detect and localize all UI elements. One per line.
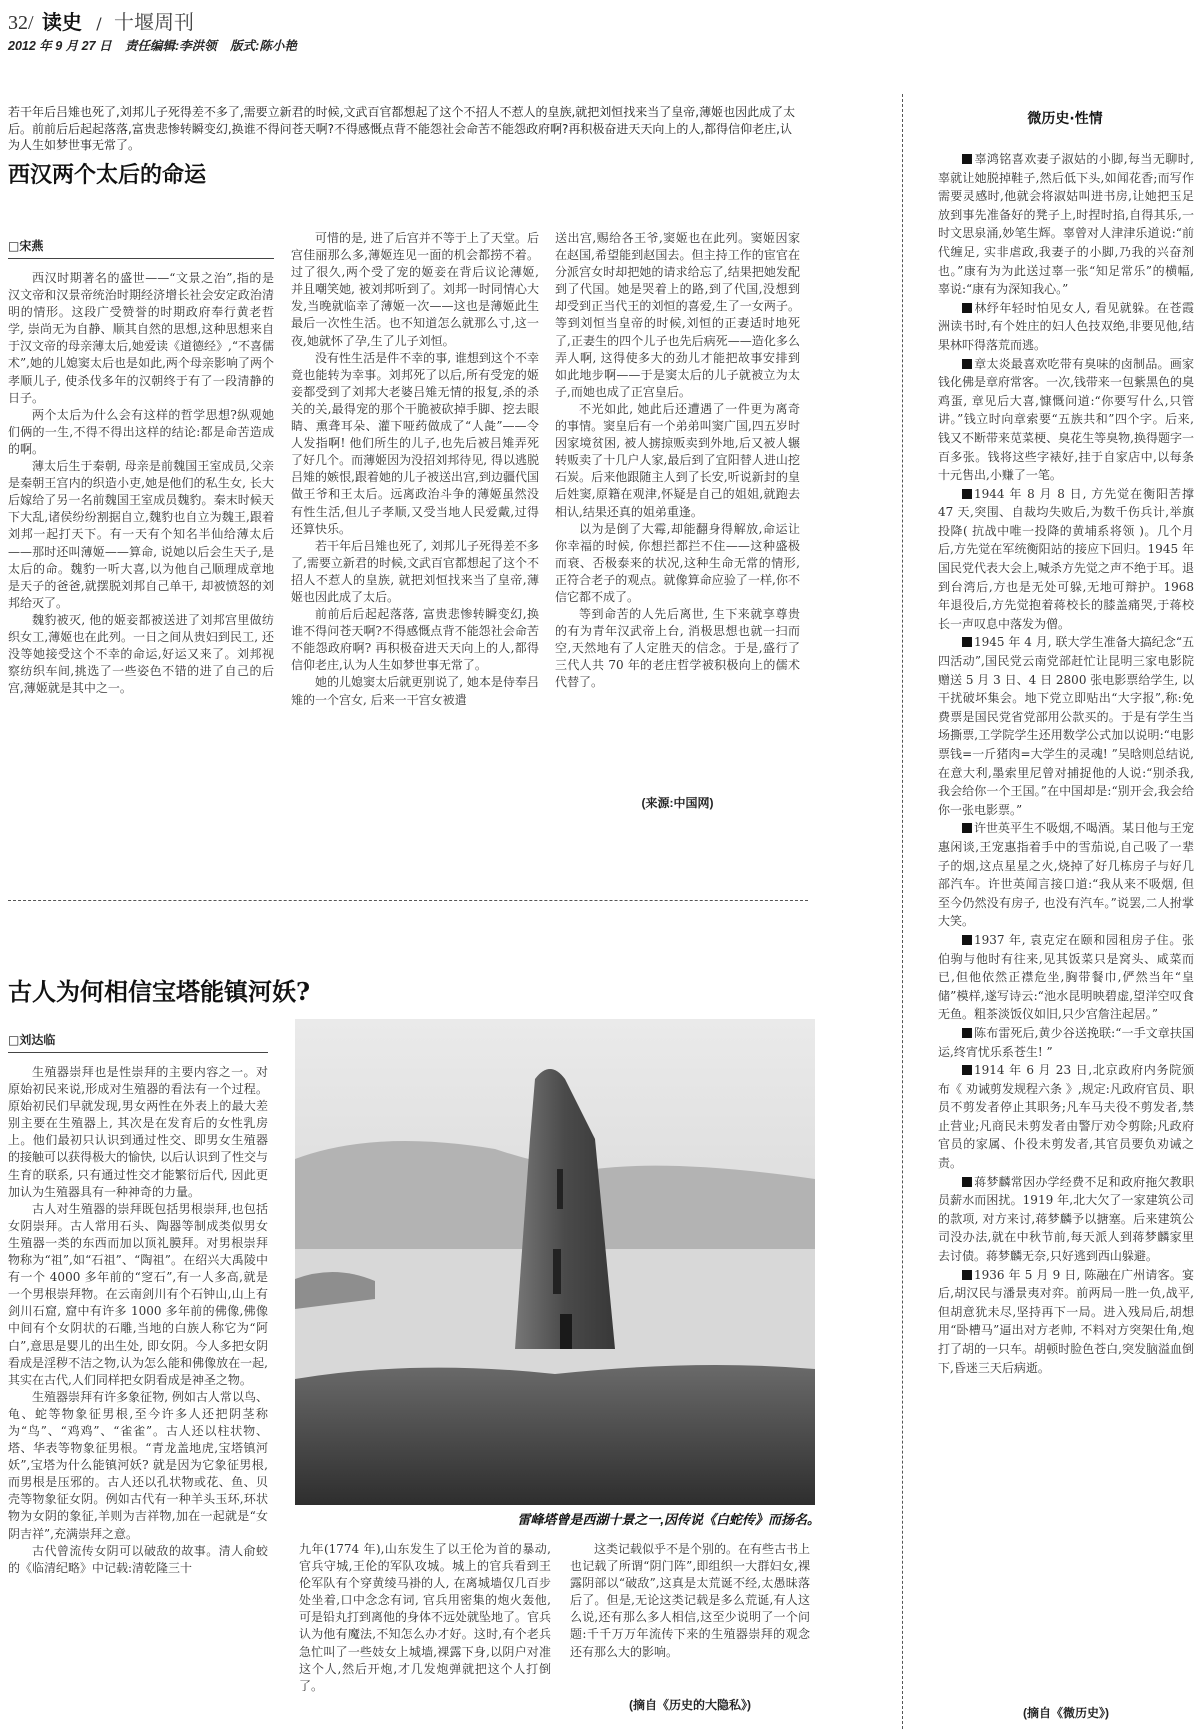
anecdote-item: 1945 年 4 月, 联大学生准备大搞纪念“五四活动”,国民党云南党部赶忙让昆明三家电影院赠送 5 月 3 日、4 日 2800 张电影票给学生, 以干扰破坏集会。地下党立即贴出“大字报”,称:免费票是国民党省党部用公款买的。于是有学生当场撕票,工学院学生还用数学公式加以说明:“电影票钱=一斤猪肉=大学生的灵魂! ”吴晗则总结说,在意大利,墨索里尼曾对捕捉他的人说:“别杀我,我会给你一个王国。”在中国却是:“别开会,我会给你一张电影票。” bbox=[938, 635, 1194, 817]
paragraph: 西汉时期著名的盛世——“文景之治”,指的是汉文帝和汉景帝统治时期经济增长社会安定政治清明的情形。这段广受赞誉的时期政府奉行黄老哲学, 崇尚无为自静、顺其自然的思想,这种思想来自于汉文帝的母亲薄太后,她爱读《道德经》,“不喜儒术”,她的儿媳窦太后也是如此,两个母亲影响了两个孝顺儿子, 使杀伐多年的汉朝终于有了一段清静的日子。 bbox=[8, 271, 274, 405]
paragraph: 她的儿媳窦太后就更别说了, 她本是侍奉吕雉的一个宫女, 后来一干宫女被遣 bbox=[291, 675, 539, 707]
article1-column-2 bbox=[291, 230, 539, 709]
article1-byline: □宋燕 bbox=[8, 237, 274, 259]
square-bullet-icon bbox=[962, 1028, 972, 1038]
anecdote-item: 蒋梦麟常因办学经费不足和政府拖欠教职员薪水而困扰。1919 年,北大欠了一家建筑公司的款项, 对方来讨,蒋梦麟予以搪塞。后来建筑公司没办法,就在中秋节前,每天派人到蒋梦麟家里去讨债。蒋梦麟无奈,只好逃到西山躲避。 bbox=[938, 1174, 1194, 1264]
paragraph: 可惜的是, 进了后宫并不等于上了天堂。后宫佳丽那么多,薄姬连见一面的机会都捞不着。过了很久,两个受了宠的姬妾在背后议论薄姬, 并且嘲笑她, 被刘邦听到了。刘邦一时同情心大发,当晚就临幸了薄姬一次——这也是薄姬此生最后一次性生活。也不知道怎么就那么寸,这一夜,她就怀了孕,生了儿子刘恒。 bbox=[291, 231, 539, 348]
sidebar-anecdotes bbox=[938, 150, 1194, 1377]
anecdote-item: 1914 年 6 月 23 日,北京政府内务院颁布《 劝诫剪发规程六条 》,规定:凡政府官员、职员不剪发者停止其职务;凡车马夫役不剪发者,禁止营业;凡商民未剪发者由警厅劝令剪除;凡政府官员的家属、仆役未剪发者,其官员要负劝诫之责。 bbox=[938, 1063, 1194, 1171]
paragraph: 没有性生活是件不幸的事, 谁想到这个不幸竟也能转为幸事。刘邦死了以后,所有受宠的姬妾都受到了刘邦大老婆吕雉无情的报复,杀的杀关的关,最得宠的那个干脆被砍掉手脚、挖去眼睛、熏聋耳朵、灌下哑药做成了“人彘”——令人发指啊! 他们所生的儿子,也先后被吕雉弄死了好几个。而薄姬因为没招刘邦待见, 得以逃脱吕雉的嫉恨,跟着她的儿子被送出宫,到边疆代国做王爷和王太后。远离政治斗争的薄姬虽然没有性生活,但儿子孝顺,又受当地人民爱戴,过得还算快乐。 bbox=[291, 350, 539, 536]
square-bullet-icon bbox=[962, 1270, 972, 1280]
square-bullet-icon bbox=[962, 1177, 972, 1187]
article2-title: 古人为何相信宝塔能镇河妖? bbox=[8, 977, 311, 1006]
square-bullet-icon bbox=[962, 303, 972, 313]
masthead bbox=[8, 6, 194, 35]
page-number: 32/ bbox=[8, 12, 34, 34]
article1-lead: 若干年后吕雉也死了,刘邦儿子死得差不多了,需要立新君的时候,文武百官都想起了这个不招人不惹人的皇族,就把刘恒找来当了皇帝,薄姬也因此成了太后。前前后后起起落落,富贵悲惨转瞬变幻,换谁不得问苍天啊?不得感慨点背不能怨社会命苦不能怨政府啊?再积极奋进天天向上的人,都得信仰老庄,认为人生如梦世事无常了。 bbox=[8, 105, 796, 152]
anecdote-item: 1937 年, 袁克定在颐和园租房子住。张伯驹与他时有往来,见其饭菜只是窝头、咸菜而已,但他依然正襟危坐,胸带餐巾,俨然当年“皇储”模样,遂写诗云:“池水昆明映碧虚,望洋空叹食无鱼。粗茶淡饭仪如旧,只少宫詹注起居。” bbox=[938, 932, 1194, 1022]
masthead-separator: / bbox=[96, 14, 102, 33]
pagoda-window bbox=[557, 1169, 563, 1209]
sidebar-source: (摘自《微历史》) bbox=[1023, 1706, 1109, 1720]
square-bullet-icon bbox=[962, 154, 972, 164]
square-bullet-icon bbox=[962, 637, 972, 647]
paragraph: 等到命苦的人先后离世, 生下来就享尊贵的有为青年汉武帝上台, 消极思想也就一扫而空,天然地有了人定胜天的信念。于是,盛行了三代人共 70 年的老庄哲学被积极向上的儒术代替了。 bbox=[555, 607, 800, 690]
article2-source: (摘自《历史的大隐私》) bbox=[629, 1698, 751, 1712]
paragraph: 送出宫,赐给各王爷,窦姬也在此列。窦姬因家在赵国,希望能到赵国去。但主持工作的宦官在分派宫女时却把她的请求给忘了,结果把她发配到了代国。她是哭着上的路,到了代国,没想到却受到正当代王的刘恒的喜爱,生了一女两子。等到刘恒当皇帝的时候,刘恒的正妻适时地死了,正妻生的四个儿子也先后病死——造化多么弄人啊, 这得使多大的劲儿才能把故事安排到如此地步啊——于是窦太后的儿子就被立为太子,而她也成了正宫皇后。 bbox=[555, 231, 800, 399]
paragraph: 以为是倒了大霉,却能翻身得解放,命运让你幸福的时候, 你想拦都拦不住——这种盛极而衰、否极泰来的状况,这种生命无常的情形,正符合老子的观点。就像算命应验了一样,你不信它都不成了。 bbox=[555, 521, 800, 604]
paragraph: 生殖器崇拜有许多象征物, 例如古人常以鸟、龟、蛇等物象征男根,至今许多人还把阴茎称为“鸟”、“鸡鸡”、“雀雀”。古人还以柱状物、塔、华表等物象征男根。“青龙盖地虎,宝塔镇河妖”,宝塔为什么能镇河妖? 就是因为它象征男根, 而男根是压邪的。古人还以孔状物或花、鱼、贝壳等物象征女阴。例如古代有一种羊头玉环,环状物为女阴的象征,羊则为吉祥物,加在一起就是“女阴吉祥”,充满崇拜之意。 bbox=[8, 1389, 268, 1541]
anecdote-item: 许世英平生不吸烟,不喝酒。某日他与王宠惠闲谈,王宠惠指着手中的雪茄说,自己吸了一辈子的烟,这点星星之火,烧掉了好几栋房子与好几部汽车。许世英闻言接口道:“我从来不吸烟, 但至今仍然没有房子, 也没有汽车。”说罢,二人拊掌大笑。 bbox=[938, 821, 1194, 929]
anecdote-item: 章太炎最喜欢吃带有臭味的卤制品。画家钱化佛是章府常客。一次,钱带来一包紫黑色的臭鸡蛋, 章见后大喜,慷慨问道:“你要写什么,只管讲。”钱立时向章索要“五族共和”四个字。后来,钱又不断带来苋菜梗、臭花生等臭物,换得题字一百多张。钱将这些字裱好,挂于自家店中,以每条十元售出,小赚了一笔。 bbox=[938, 356, 1194, 483]
article1-title: 西汉两个太后的命运 bbox=[8, 162, 207, 188]
anecdote-item: 林纾年轻时怕见女人, 看见就躲。在苍霞洲读书时,有个姓庄的妇人色技双绝,非要见他,结果林吓得落荒而逃。 bbox=[938, 300, 1194, 352]
article2-column-2 bbox=[299, 1541, 551, 1695]
article2-byline: □刘达临 bbox=[8, 1031, 268, 1053]
paragraph: 薄太后生于秦朝, 母亲是前魏国王室成员,父亲是秦朝王宫内的织造小吏,她是他们的私生女, 长大后嫁给了另一名前魏国王室成员魏豹。秦末时候天下大乱,诸侯纷纷割据自立,魏豹也自立为魏王,跟着刘邦一起打天下。有一天有个知名半仙给薄太后——那时还叫薄姬——算命, 说她以后会生天子,是太后的命。魏豹一听大喜,以为他自己顺理成章地是天子的爸爸,就摆脱刘邦自己单干, 却被愤怒的刘邦给灭了。 bbox=[8, 459, 274, 610]
paragraph: 前前后后起起落落, 富贵悲惨转瞬变幻,换谁不得问苍天啊?不得感慨点背不能怨社会命苦不能怨政府啊? 再积极奋进天天向上的人,都得信仰老庄,认为人生如梦世事无常了。 bbox=[291, 607, 539, 673]
paragraph: 这类记载似乎不是个别的。在有些古书上也记载了所谓“阴门阵”,即组织一大群妇女,裸露阴部以“破敌”,这真是太荒诞不经,太愚昧落后了。但是,无论这类记载是多么荒诞,有人这么说,还有那么多人相信,这至少说明了一个问题:千千万万年流传下来的生殖器崇拜的观念还有那么大的影响。 bbox=[570, 1542, 811, 1659]
vertical-divider bbox=[902, 94, 903, 1729]
article1-column-3 bbox=[555, 230, 800, 692]
paragraph: 不光如此, 她此后还遭遇了一件更为离奇的事情。窦皇后有一个弟弟叫窦广国,四五岁时因家境贫困, 被人掳掠贩卖到外地,后又被人辗转贩卖了十几户人家,最后到了宜阳替人进山挖石炭。后来他跟随主人到了长安,听说新封的皇后姓窦,原籍在观津,怀疑是自己的姐姐,就跑去相认,结果还真的姐弟重逢。 bbox=[555, 401, 800, 519]
photo-caption: 雷峰塔曾是西湖十景之一,因传说《白蛇传》而扬名。 bbox=[517, 1512, 820, 1527]
anecdote-item: 辜鸿铭喜欢妻子淑姑的小脚,每当无聊时,辜就让她脱掉鞋子,然后低下头,如闻花香;而写作需要灵感时,他就会将淑姑叫进书房,让她把玉足放到事先准备好的凳子上,时捏时掐,自得其乐,一时文思泉涌,妙笔生辉。辜曾对人津津乐道说:“前代缠足, 实非虐政,我妻子的小脚,乃我的兴奋剂也。”康有为为此送过辜一张“知足常乐”的横幅,辜说:“康有为深知我心。” bbox=[938, 152, 1194, 297]
article1-source: (来源:中国网) bbox=[641, 796, 714, 810]
sidebar-title: 微历史·性情 bbox=[1027, 111, 1103, 127]
article2-column-1 bbox=[8, 1064, 268, 1577]
anecdote-item: 1936 年 5 月 9 日, 陈融在广州请客。宴后,胡汉民与潘景夷对弈。前两局一胜一负,战平,但胡意犹未尽,坚持再下一局。进入残局后,胡想用“卧槽马”逼出对方老帅, 不料对方突架仕角,炮打了胡的一只车。胡顿时脸色苍白,突发脑溢血倒下,昏迷三天后病逝。 bbox=[938, 1267, 1194, 1375]
paragraph: 魏豹被灭, 他的姬妾都被送进了刘邦宫里做纺织女工,薄姬也在此列。一日之间从贵妇到民工, 还没等她接受这个不幸的命运,好运又来了。刘邦视察纺织车间,挑选了一些姿色不错的进了自己的后宫,薄姬就是其中之一。 bbox=[8, 612, 274, 696]
article2-column-3 bbox=[570, 1541, 810, 1661]
paragraph: 九年(1774 年),山东发生了以王伦为首的暴动,官兵守城,王伦的军队攻城。城上的官兵看到王伦军队有个穿黄绫马褂的人, 在离城墙仅几百步处坐着,口中念念有词, 官兵用密集的炮火轰他, 可是铅丸打到离他的身体不远处就坠地了。官兵认为他有魔法,不知怎么办才好。这时,有个老兵急忙叫了一些妓女上城墙,裸露下身,以阴户对准这个人,然后开炮,才几发炮弹就把这个人打倒了。 bbox=[299, 1542, 552, 1693]
masthead-info bbox=[8, 36, 307, 54]
square-bullet-icon bbox=[962, 359, 972, 369]
pagoda-door bbox=[560, 1314, 572, 1349]
square-bullet-icon bbox=[962, 1065, 972, 1075]
layout-credit: 版式:陈小艳 bbox=[230, 39, 297, 53]
paragraph: 若干年后吕雉也死了, 刘邦儿子死得差不多了,需要立新君的时候,文武百官都想起了这个不招人不惹人的皇族, 就把刘恒找来当了皇帝,薄姬也因此成了太后。 bbox=[291, 538, 539, 604]
issue-date: 2012 年 9 月 27 日 bbox=[8, 39, 112, 53]
paragraph: 生殖器崇拜也是性崇拜的主要内容之一。对原始初民来说,形成对生殖器的看法有一个过程。原始初民们早就发现,男女两性在外表上的最大差别主要在生殖器上, 其次是在发育后的女性乳房上。他们最初只认识到通过性交、即男女生殖器的接触可以获得极大的愉快, 以后认识到了性交与生育的联系, 只有通过性交才能繁衍后代, 因此更加认为生殖器具有一种神奇的力量。 bbox=[8, 1065, 268, 1199]
leifeng-pagoda-photo bbox=[295, 1019, 815, 1505]
paragraph: 古人对生殖器的崇拜既包括男根崇拜,也包括女阴崇拜。古人常用石头、陶器等制成类似男女生殖器一类的东西而加以顶礼膜拜。对男根崇拜物称为“祖”,如“石祖”、“陶祖”。在绍兴大禹陵中有一个 4000 多年前的“窆石”,有一人多高,就是一个男根崇拜物。在云南剑川有个石钟山,山上有剑川石窟, 窟中有许多 1000 多年前的佛像,佛像中间有个女阴状的石雕,当地的白族人称它为“阿白”,意思是婴儿的出生处, 即女阴。今人多把女阴看成是淫秽不洁之物,认为怎么能和佛像放在一起,其实在古代,人们同样把女阴看成是神圣之物。 bbox=[8, 1201, 268, 1387]
paper-name: 十堰周刊 bbox=[114, 10, 195, 34]
section-name: 读史 bbox=[41, 10, 82, 34]
anecdote-item: 1944 年 8 月 8 日, 方先觉在衡阳苦撑 47 天,突围、自裁均失败后,为数千伤兵计,举旗投降( 抗战中唯一投降的黄埔系将领 )。几个月后,方先觉在军统衡阳站的接应下回归。1945 年国民党代表大会上,喊杀方先觉之声不绝于耳。退到台湾后,方也是无处可躲,无地可辩护。1968 年退役后,方先觉抱着蒋校长的膝盖痛哭,于蒋校长一声叹息中落发为僧。 bbox=[938, 486, 1194, 631]
pagoda-image bbox=[295, 1019, 815, 1505]
square-bullet-icon bbox=[962, 489, 972, 499]
anecdote-item: 陈布雷死后,黄少谷送挽联:“一手文章扶国运,终宵忧乐系苍生! ” bbox=[938, 1025, 1194, 1059]
horizontal-divider bbox=[8, 900, 808, 901]
square-bullet-icon bbox=[962, 935, 972, 945]
article1-column-1 bbox=[8, 270, 274, 697]
pagoda-window bbox=[553, 1249, 561, 1294]
editor-credit: 责任编辑:李洪领 bbox=[125, 39, 217, 53]
paragraph: 两个太后为什么会有这样的哲学思想?纵观她们俩的一生,不得不得出这样的结论:都是命苦造成的啊。 bbox=[8, 407, 274, 456]
paragraph: 古代曾流传女阴可以破敌的故事。清人俞蛟的《临清纪略》中记载:清乾隆三十 bbox=[8, 1543, 268, 1575]
square-bullet-icon bbox=[962, 823, 972, 833]
foreground bbox=[295, 1365, 815, 1505]
